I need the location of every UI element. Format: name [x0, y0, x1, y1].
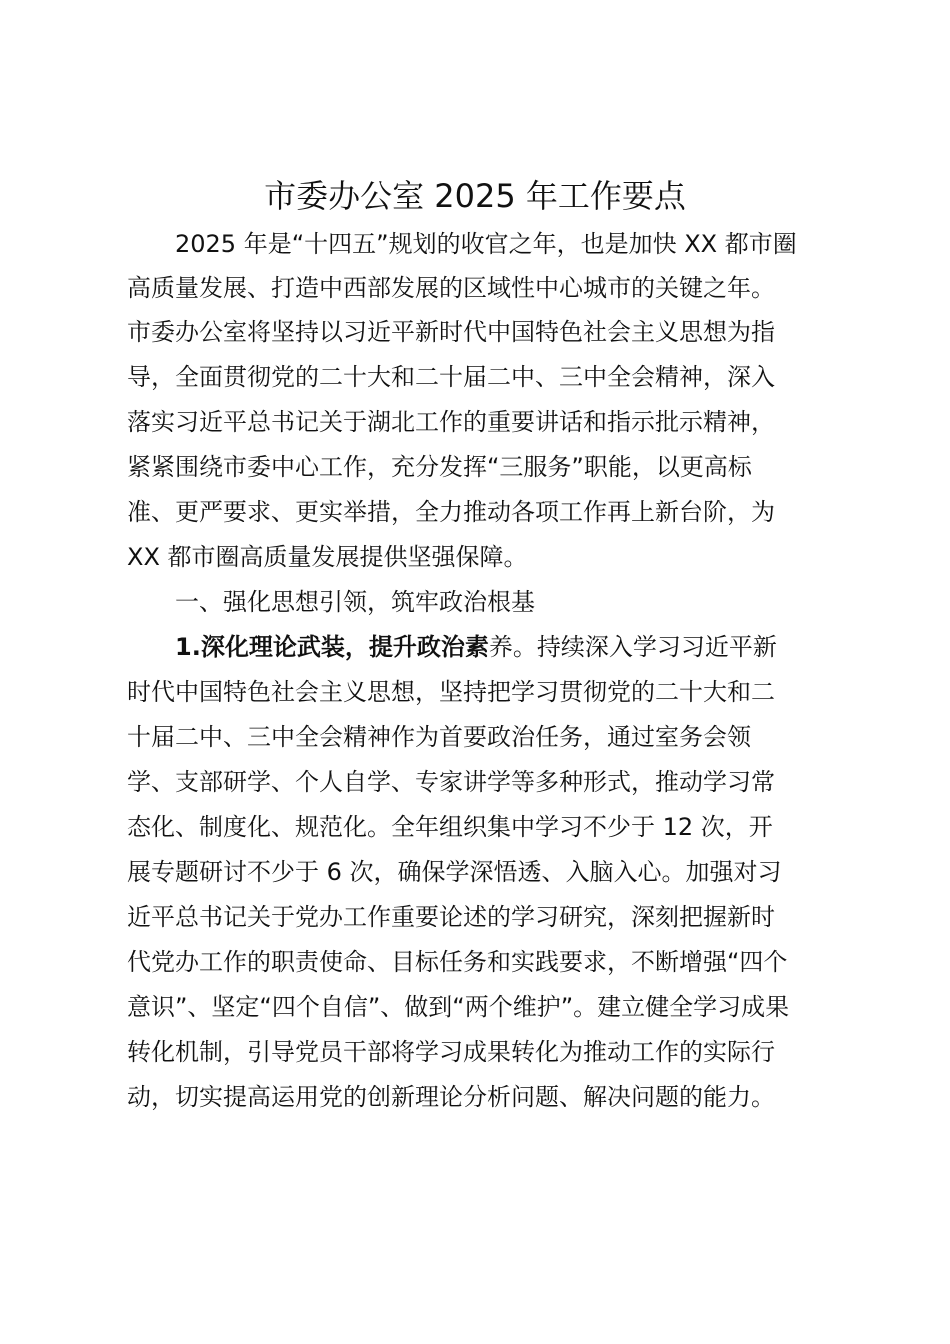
item-1-line: 意识”、坚定“四个自信”、做到“两个维护”。建立健全学习成果 [127, 993, 790, 1021]
item-1-line: 转化机制，引导党员干部将学习成果转化为推动工作的实际行 [127, 1038, 775, 1066]
item-1-line: 十届二中、三中全会精神作为首要政治任务，通过室务会领 [127, 723, 751, 751]
intro-line: 2025 年是“十四五”规划的收官之年，也是加快 XX 都市圈 [175, 230, 797, 258]
intro-line: 准、更严要求、更实举措，全力推动各项工作再上新台阶，为 [127, 498, 775, 526]
section-heading: 一、强化思想引领，筑牢政治根基 [175, 588, 535, 616]
document-title: 市委办公室 2025 年工作要点 [264, 177, 686, 215]
item-1-line: 时代中国特色社会主义思想，坚持把学习贯彻党的二十大和二 [127, 678, 775, 706]
item-1-line: 态化、制度化、规范化。全年组织集中学习不少于 12 次，开 [127, 813, 773, 841]
item-1-lead-rest: 养。持续深入学习习近平新 [488, 633, 777, 661]
item-1-line: 近平总书记关于党办工作重要论述的学习研究，深刻把握新时 [127, 903, 775, 931]
item-1-bold-lead: 1.深化理论武装，提升政治素 [175, 633, 489, 661]
item-1-first-line [175, 625, 777, 669]
intro-line: XX 都市圈高质量发展提供坚强保障。 [127, 543, 528, 571]
item-1-line: 学、支部研学、个人自学、专家讲学等多种形式，推动学习常 [127, 768, 775, 796]
intro-line: 落实习近平总书记关于湖北工作的重要讲话和指示批示精神， [127, 408, 775, 436]
intro-line: 紧紧围绕市委中心工作，充分发挥“三服务”职能，以更高标 [127, 453, 752, 481]
item-1-line: 展专题研讨不少于 6 次，确保学深悟透、入脑入心。加强对习 [127, 858, 782, 886]
item-1-line: 动，切实提高运用党的创新理论分析问题、解决问题的能力。 [127, 1083, 775, 1111]
intro-line: 市委办公室将坚持以习近平新时代中国特色社会主义思想为指 [127, 318, 775, 346]
item-1-line: 代党办工作的职责使命、目标任务和实践要求，不断增强“四个 [127, 948, 788, 976]
intro-line: 导，全面贯彻党的二十大和二十届二中、三中全会精神，深入 [127, 363, 775, 391]
intro-line: 高质量发展、打造中西部发展的区域性中心城市的关键之年。 [127, 274, 775, 302]
